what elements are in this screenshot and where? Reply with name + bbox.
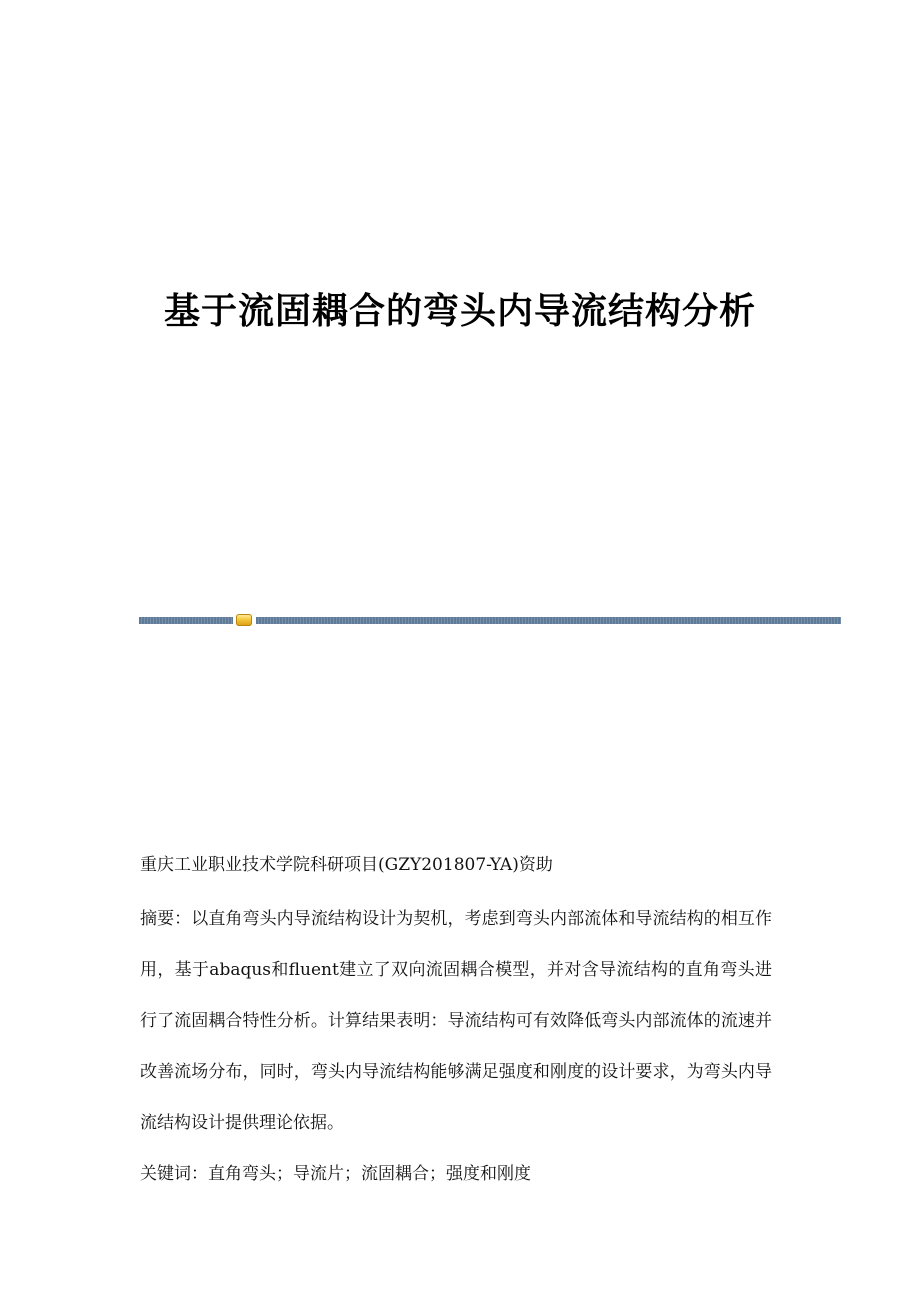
title-divider — [139, 614, 841, 626]
keywords-line: 关键词：直角弯头；导流片；流固耦合；强度和刚度 — [140, 1164, 531, 1184]
funding-note: 重庆工业职业技术学院科研项目(GZY201807-YA)资助 — [140, 855, 553, 875]
abstract-paragraph: 摘要：以直角弯头内导流结构设计为契机，考虑到弯头内部流体和导流结构的相互作用，基于abaqus和fluent建立了双向流固耦合模型，并对含导流结构的直角弯头进行了流固耦合特性分析。计算结果表明：导流结构可有效降低弯头内部流体的流速并改善流场分布，同时，弯头内导流结构能够满足强度和刚度的设计要求，为弯头内导流结构设计提供理论依据。 — [140, 909, 772, 1133]
divider-bar-left — [139, 617, 233, 624]
gem-icon — [236, 614, 252, 626]
document-body — [140, 853, 772, 1200]
divider-bar-right — [256, 617, 841, 624]
document-title: 基于流固耦合的弯头内导流结构分析 — [163, 291, 756, 333]
